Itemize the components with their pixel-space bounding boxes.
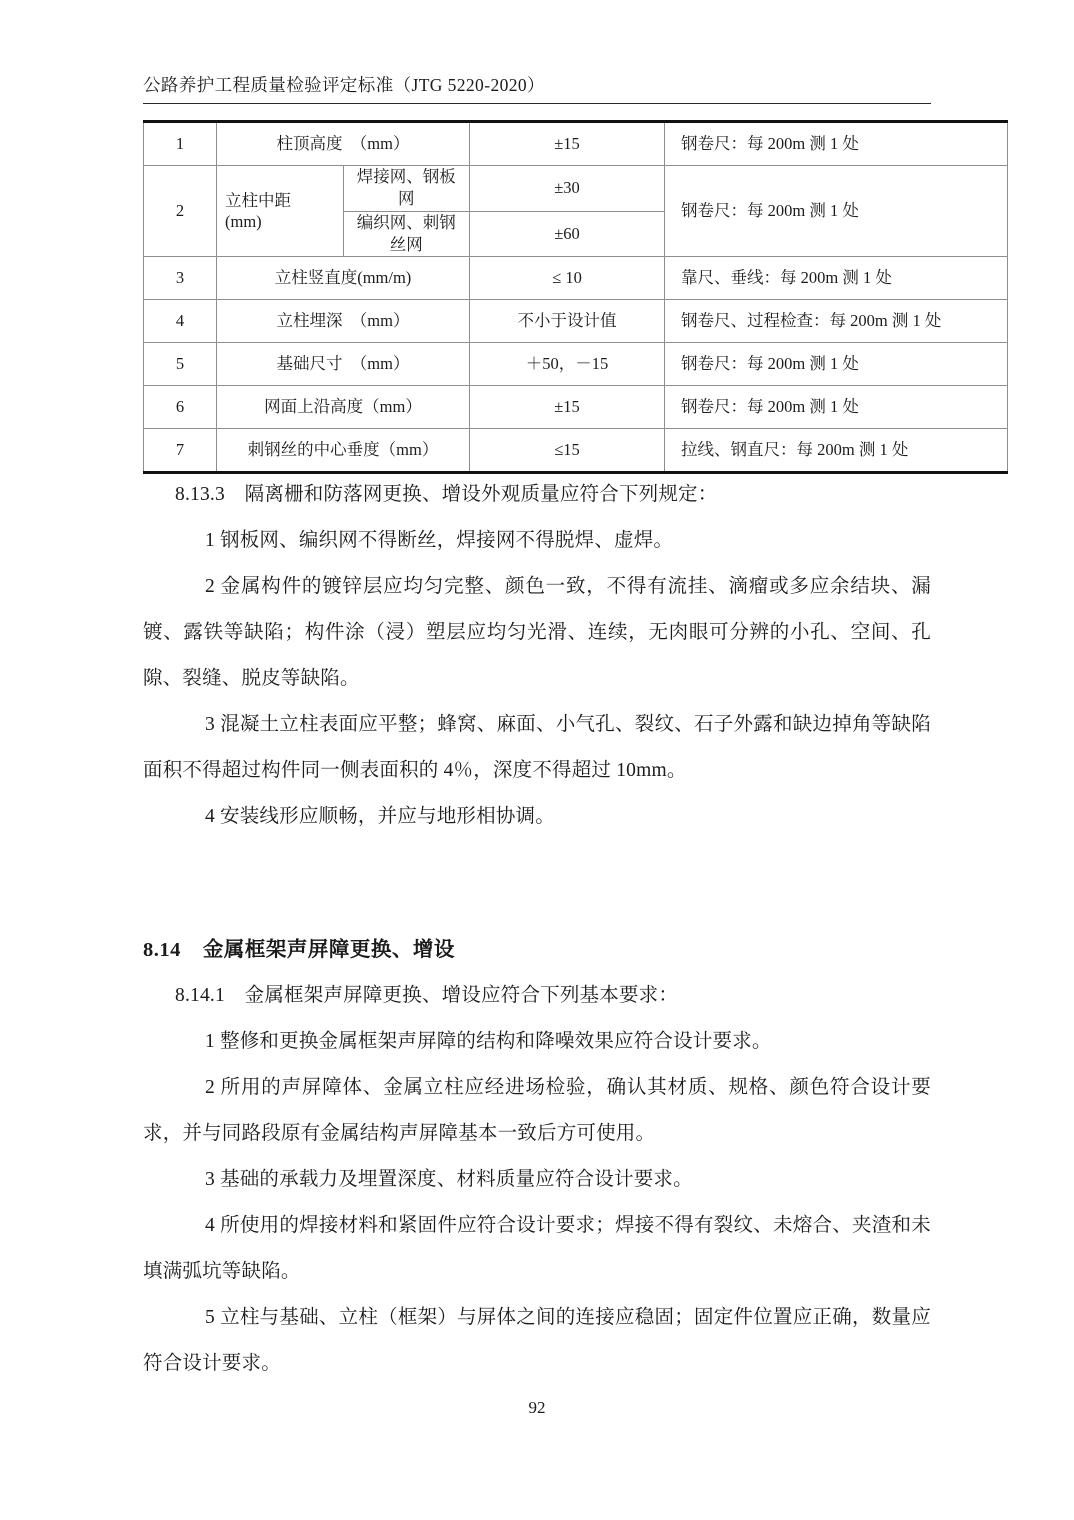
cell-allowable-deviation: ±30 xyxy=(470,166,665,212)
clause-8-14-1-intro: 8.14.1 金属框架声屏障更换、增设应符合下列基本要求： xyxy=(175,985,679,1006)
specification-table xyxy=(143,120,1008,474)
cell-row-number: 4 xyxy=(144,300,217,343)
cell-allowable-deviation: 不小于设计值 xyxy=(470,300,665,343)
clause-8-13-3-item-3: 3 混凝土立柱表面应平整；蜂窝、麻面、小气孔、裂纹、石子外露和缺边掉角等缺陷面积不得超过构件同一侧表面积的 4％，深度不得超过 10mm。 xyxy=(143,714,931,781)
cell-allowable-deviation: ＋50，－15 xyxy=(470,343,665,386)
cell-check-method: 钢卷尺、过程检查：每 200m 测 1 处 xyxy=(665,300,1008,343)
table-row xyxy=(144,257,1008,300)
cell-inspection-item: 立柱埋深 （mm） xyxy=(217,300,470,343)
clause-8-13-3-item-1: 1 钢板网、编织网不得断丝，焊接网不得脱焊、虚焊。 xyxy=(205,530,674,551)
clause-8-13-3-item-2: 2 金属构件的镀锌层应均匀完整、颜色一致，不得有流挂、滴瘤或多应余结块、漏镀、露铁等缺陷；构件涂（浸）塑层应均匀光滑、连续，无肉眼可分辨的小孔、空间、孔隙、裂缝、脱皮等缺陷。 xyxy=(143,576,931,689)
cell-allowable-deviation: ≤15 xyxy=(470,429,665,473)
table-row xyxy=(144,166,1008,212)
section-8-14-heading xyxy=(143,927,931,973)
cell-allowable-deviation: ±15 xyxy=(470,386,665,429)
cell-inspection-item: 网面上沿高度（mm） xyxy=(217,386,470,429)
clause-8-14-1-item-4: 4 所使用的焊接材料和紧固件应符合设计要求；焊接不得有裂纹、未熔合、夹渣和未填满弧坑等缺陷。 xyxy=(143,1215,931,1282)
table-row xyxy=(144,343,1008,386)
clause-8-14-1-item-3: 3 基础的承载力及埋置深度、材料质量应符合设计要求。 xyxy=(205,1169,693,1190)
cell-row-number: 5 xyxy=(144,343,217,386)
section-8-13-3 xyxy=(143,472,931,840)
section-8-14-title: 金属框架声屏障更换、增设 xyxy=(202,939,455,961)
cell-check-method: 靠尺、垂线：每 200m 测 1 处 xyxy=(665,257,1008,300)
cell-inspection-item: 柱顶高度 （mm） xyxy=(217,122,470,166)
cell-check-method: 钢卷尺：每 200m 测 1 处 xyxy=(665,343,1008,386)
cell-row-number: 3 xyxy=(144,257,217,300)
clause-8-14-1-item-2: 2 所用的声屏障体、金属立柱应经进场检验，确认其材质、规格、颜色符合设计要求，并与同路段原有金属结构声屏障基本一致后方可使用。 xyxy=(143,1077,931,1144)
cell-check-method: 钢卷尺：每 200m 测 1 处 xyxy=(665,122,1008,166)
table-row xyxy=(144,300,1008,343)
cell-inspection-item: 刺钢丝的中心垂度（mm） xyxy=(217,429,470,473)
clause-8-14-1-item-5: 5 立柱与基础、立柱（框架）与屏体之间的连接应稳固；固定件位置应正确，数量应符合设计要求。 xyxy=(143,1307,931,1374)
clause-8-13-3-item-4: 4 安装线形应顺畅，并应与地形相协调。 xyxy=(205,806,555,827)
cell-row-number: 1 xyxy=(144,122,217,166)
cell-inspection-subitem: 焊接网、钢板网 xyxy=(343,166,470,212)
running-header-rule xyxy=(143,103,931,104)
section-8-14-number: 8.14 xyxy=(143,939,181,961)
cell-allowable-deviation: ±15 xyxy=(470,122,665,166)
clause-8-14-1-item-1: 1 整修和更换金属框架声屏障的结构和降噪效果应符合设计要求。 xyxy=(205,1031,772,1052)
cell-check-method: 拉线、钢直尺：每 200m 测 1 处 xyxy=(665,429,1008,473)
page-number: 92 xyxy=(528,1398,546,1417)
cell-row-number: 7 xyxy=(144,429,217,473)
table-row xyxy=(144,386,1008,429)
item-group-unit: (mm) xyxy=(225,212,262,232)
section-8-14 xyxy=(143,927,931,1387)
item-group-label: 立柱中距 xyxy=(225,190,291,210)
table-row xyxy=(144,429,1008,473)
cell-inspection-subitem: 编织网、刺钢丝网 xyxy=(343,211,470,257)
cell-check-method: 钢卷尺：每 200m 测 1 处 xyxy=(665,166,1008,257)
cell-allowable-deviation: ≤ 10 xyxy=(470,257,665,300)
cell-row-number: 6 xyxy=(144,386,217,429)
running-header-title: 公路养护工程质量检验评定标准（JTG 5220-2020） xyxy=(143,75,545,95)
cell-check-method: 钢卷尺：每 200m 测 1 处 xyxy=(665,386,1008,429)
cell-allowable-deviation: ±60 xyxy=(470,211,665,257)
clause-8-13-3-intro: 8.13.3 隔离栅和防落网更换、增设外观质量应符合下列规定： xyxy=(175,484,718,505)
table-row xyxy=(144,122,1008,166)
cell-inspection-item: 基础尺寸 （mm） xyxy=(217,343,470,386)
cell-inspection-item-group xyxy=(217,166,344,257)
cell-inspection-item: 立柱竖直度(mm/m) xyxy=(217,257,470,300)
cell-row-number: 2 xyxy=(144,166,217,257)
running-header xyxy=(143,72,931,104)
